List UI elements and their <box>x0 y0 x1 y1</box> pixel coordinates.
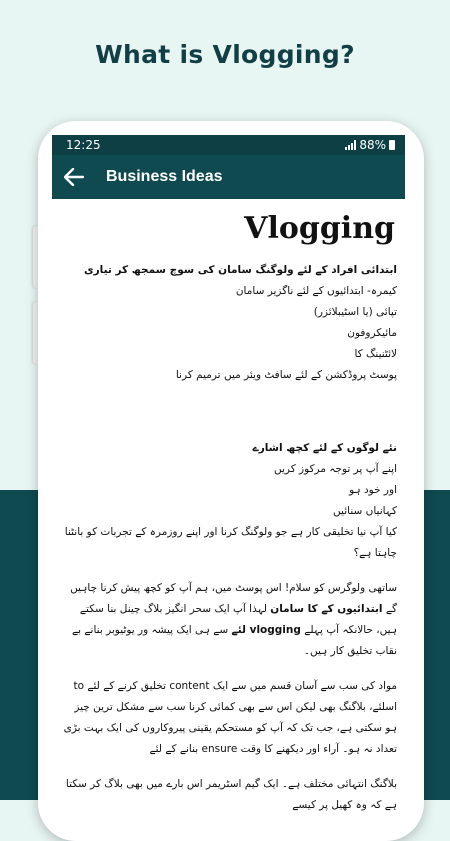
list-item: مائیکروفون <box>347 327 397 339</box>
section-title-equipment: ابتدائی افراد کے لئے ولوگنگ سامان کی سوچ سمجھ کر تیاری <box>84 264 397 276</box>
list-item: چاہتا ہے؟ <box>353 547 397 559</box>
paragraph-intro-prefix: ساتھی ولوگرس کو سلام! اس پوسٹ میں، ہم آپ کو کچھ پیش کرنا چاہیں گے <box>70 582 397 615</box>
promo-title: What is Vlogging? <box>95 40 355 69</box>
article-heading: Vlogging <box>244 211 395 246</box>
list-item: اور خود ہو <box>349 484 397 496</box>
status-indicators <box>345 138 395 152</box>
article-content <box>52 199 405 815</box>
paragraph-intro-suffix: سے ہی ایک پیشہ ور یوٹیوبر بنانے بے نقاب تخلیق کار ہیں۔ <box>71 624 397 657</box>
list-item: لائٹنینگ کا <box>354 348 397 360</box>
app-bar-title: Business Ideas <box>106 168 223 185</box>
paragraph-intro-bold-2: vlogging لئے <box>231 624 301 636</box>
list-item: کیمرہ- ابتدائیوں کے لئے ناگزیر سامان <box>235 285 397 297</box>
battery-percentage: 88% <box>359 138 386 152</box>
list-item: اپنے آپ پر توجہ مرکوز کریں <box>274 463 397 475</box>
paragraph-intro-mid: لہذا آپ ایک سحر انگیز بلاگ چینل بنا سکتے ہیں، حالانکہ آپ پہلے <box>79 603 397 636</box>
status-bar <box>52 135 405 155</box>
app-bar <box>52 155 405 199</box>
list-item: تپائی (یا اسٹیبلائزر) <box>313 306 397 318</box>
paragraph-intro <box>60 578 397 662</box>
list-item: کیا آپ نیا تخلیقی کار ہے جو ولوگنگ کرنا اور اپنے روزمرہ کے تجربات کو بانٹنا <box>64 526 397 538</box>
phone-screen <box>52 135 405 815</box>
status-time: 12:25 <box>66 138 101 152</box>
section-title-tips: نئے لوگوں کے لئے کچھ اشارے <box>252 442 397 454</box>
signal-icon <box>345 140 356 150</box>
battery-icon <box>389 140 395 150</box>
paragraph-blogging: بلاگنگ انتہائی مختلف ہے۔ ایک گیم اسٹریمر اس بارے میں بھی بلاگ کر سکتا ہے کہ وہ کھیل پر کیسے <box>65 778 397 811</box>
back-arrow-icon[interactable] <box>54 155 94 199</box>
list-item: کہانیاں سنائیں <box>333 505 397 517</box>
list-item: پوسٹ پروڈکشن کے لئے سافٹ ویئر میں ترمیم کرنا <box>175 369 397 381</box>
paragraph-intro-bold-1: ابتدائیوں کے کا سامان <box>270 603 383 615</box>
paragraph-content: مواد کی سب سے آسان قسم میں سے ایک content تخلیق کرنے کے لئے to اسلئے، بلاگنگ بھی لیکن اس سے بھی کمائی کرنا سب سے مشکل ترین چیز ہو سکتی ہے، جب تک کہ آپ کو مستحکم یقینی پیروکاروں کی ایک بہت بڑی تعداد نہ ہو۔ آراء اور دیکھنے کا وقت ensure بنانے کے لئے <box>63 680 397 755</box>
